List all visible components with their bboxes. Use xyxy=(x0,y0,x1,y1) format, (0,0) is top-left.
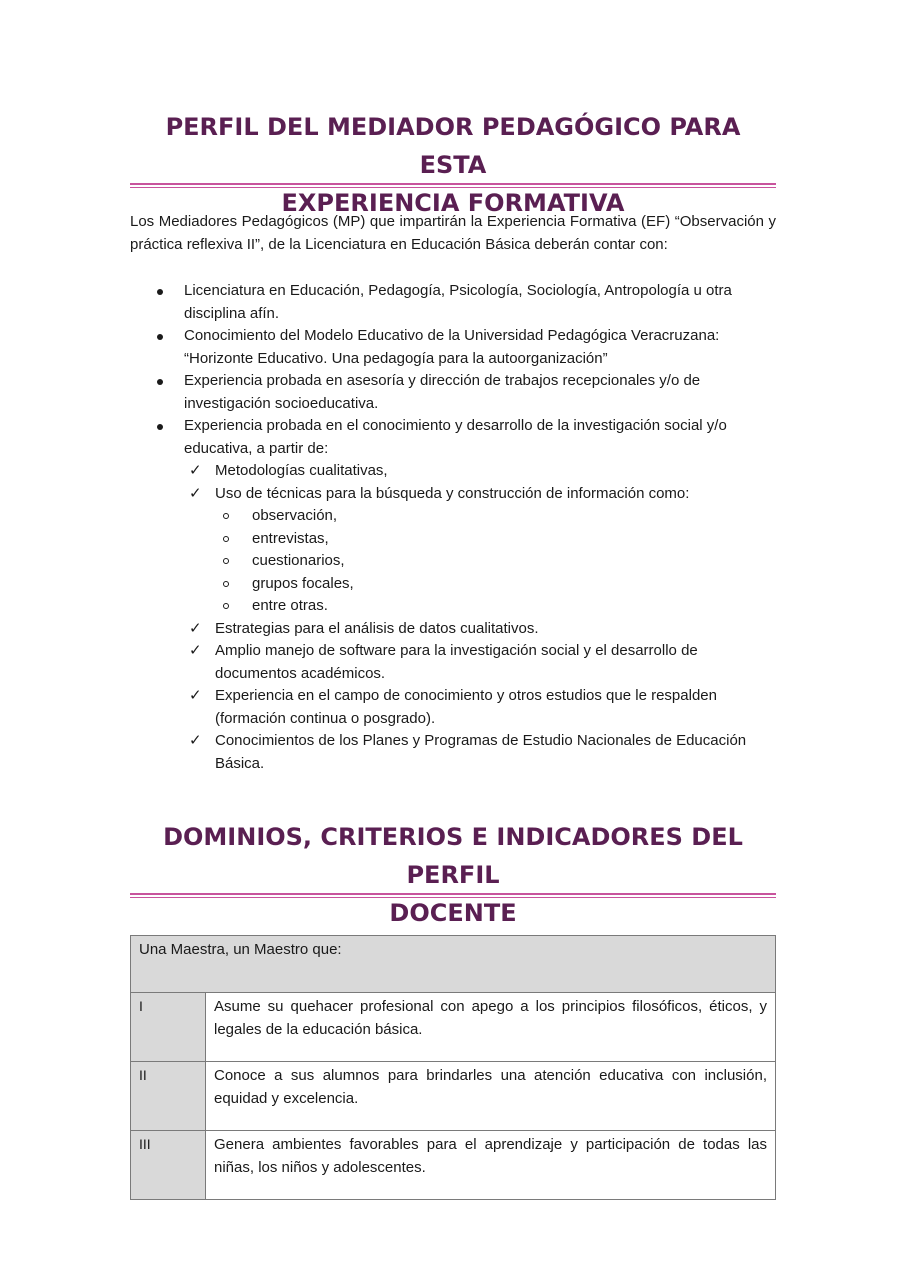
list-item xyxy=(130,550,776,573)
techniques-list xyxy=(215,505,776,618)
requirement-text: Licenciatura en Educación, Pedagogía, Psicología, Sociología, Antropología u otra disciplina afín. xyxy=(184,282,732,322)
table-row xyxy=(131,1062,776,1131)
domain-number: I xyxy=(131,993,206,1062)
skill-text: Amplio manejo de software para la investigación social y el desarrollo de documentos académicos. xyxy=(215,642,698,682)
domain-number: II xyxy=(131,1062,206,1131)
list-item xyxy=(130,370,776,415)
technique-text: observación, xyxy=(252,507,338,524)
list-item xyxy=(130,730,776,775)
section-title-mediator-profile xyxy=(130,108,776,222)
skill-text: Experiencia en el campo de conocimiento y otros estudios que le respalden (formación continua o posgrado). xyxy=(215,687,717,727)
title-line-2: DOCENTE xyxy=(389,899,517,927)
technique-text: grupos focales, xyxy=(252,574,354,592)
list-item xyxy=(130,415,776,775)
circle-bullet-icon xyxy=(223,536,229,542)
table-header-cell: Una Maestra, un Maestro que: xyxy=(131,936,776,993)
checkmark-icon: ✓ xyxy=(189,619,202,637)
checkmark-icon: ✓ xyxy=(189,687,202,704)
requirements-list xyxy=(130,280,776,775)
title-line-2: EXPERIENCIA FORMATIVA xyxy=(281,189,625,217)
intro-paragraph: Los Mediadores Pedagógicos (MP) que impartirán la Experiencia Formativa (EF) “Observación y práctica reflexiva II”, de la Licenciatura en Educación Básica deberán contar con: xyxy=(130,213,776,253)
checkmark-icon: ✓ xyxy=(189,732,202,749)
teacher-profile-table xyxy=(130,935,776,1200)
table-header-row xyxy=(131,936,776,993)
list-item xyxy=(130,618,776,641)
technique-text: entrevistas, xyxy=(252,529,329,547)
list-item xyxy=(130,483,776,618)
bullet-dot-icon xyxy=(157,289,163,295)
list-item xyxy=(130,685,776,730)
circle-bullet-icon xyxy=(223,558,229,564)
domain-description: Conoce a sus alumnos para brindarles una atención educativa con inclusión, equidad y excelencia. xyxy=(206,1062,776,1131)
requirement-text: Conocimiento del Modelo Educativo de la Universidad Pedagógica Veracruzana: “Horizonte Educativo. Una pedagogía para la autoorganización” xyxy=(184,327,720,367)
circle-bullet-icon xyxy=(223,513,229,519)
research-skills-list xyxy=(184,460,776,775)
title-line-1: PERFIL DEL MEDIADOR PEDAGÓGICO PARA ESTA xyxy=(165,113,741,179)
domain-description: Genera ambientes favorables para el aprendizaje y participación de todas las niñas, los niños y adolescentes. xyxy=(206,1131,776,1200)
table-row xyxy=(131,993,776,1062)
requirement-text: Experiencia probada en el conocimiento y desarrollo de la investigación social y/o educativa, a partir de: xyxy=(184,417,727,457)
circle-bullet-icon xyxy=(223,581,229,587)
skill-text: Metodologías cualitativas, xyxy=(215,462,388,479)
section-title-teacher-profile xyxy=(130,818,776,932)
domain-number: III xyxy=(131,1131,206,1200)
bullet-dot-icon xyxy=(157,424,163,430)
title-underline xyxy=(130,183,776,188)
technique-text: entre otras. xyxy=(252,597,328,614)
title-underline xyxy=(130,893,776,898)
list-item xyxy=(130,640,776,685)
circle-bullet-icon xyxy=(223,603,229,609)
list-item xyxy=(130,280,776,325)
domain-description: Asume su quehacer profesional con apego a los principios filosóficos, éticos, y legales de la educación básica. xyxy=(206,993,776,1062)
list-item xyxy=(130,325,776,370)
checkmark-icon: ✓ xyxy=(189,484,202,502)
skill-text: Conocimientos de los Planes y Programas de Estudio Nacionales de Educación Básica. xyxy=(215,732,747,772)
list-item xyxy=(130,595,776,618)
list-item xyxy=(130,573,776,596)
checkmark-icon: ✓ xyxy=(189,642,202,659)
skill-text: Uso de técnicas para la búsqueda y construcción de información como: xyxy=(215,484,690,502)
checkmark-icon: ✓ xyxy=(189,462,202,479)
list-item xyxy=(130,460,776,483)
list-item xyxy=(130,528,776,551)
bullet-dot-icon xyxy=(157,379,163,385)
requirement-text: Experiencia probada en asesoría y dirección de trabajos recepcionales y/o de investigación socioeducativa. xyxy=(184,372,701,412)
skill-text: Estrategias para el análisis de datos cualitativos. xyxy=(215,619,539,637)
technique-text: cuestionarios, xyxy=(252,552,345,569)
bullet-dot-icon xyxy=(157,334,163,340)
table-row xyxy=(131,1131,776,1200)
title-line-1: DOMINIOS, CRITERIOS E INDICADORES DEL PERFIL xyxy=(163,823,743,889)
list-item xyxy=(130,505,776,528)
